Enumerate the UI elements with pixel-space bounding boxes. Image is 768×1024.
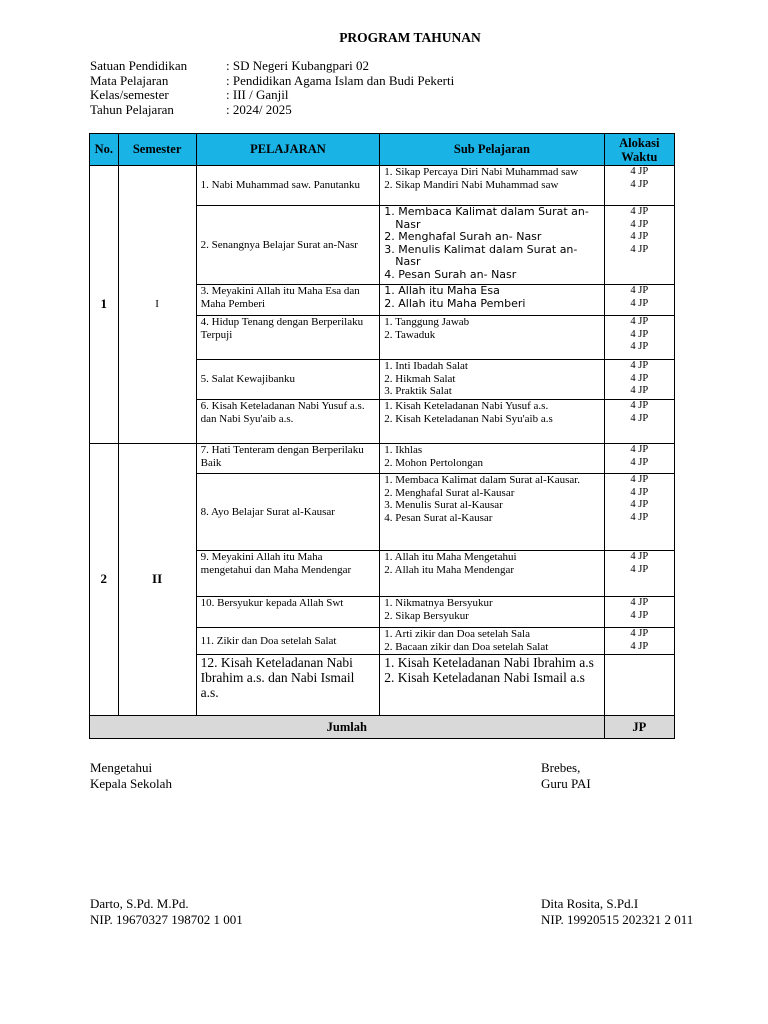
pelajaran-text: 5. Salat Kewajibanku [200, 373, 296, 386]
pelajaran-cell [196, 597, 380, 628]
sig-right-name: Dita Rosita, S.Pd.I [541, 896, 639, 911]
sub-item: 3. Menulis Kalimat dalam Surat an-Nasr [384, 242, 578, 268]
semester-number: 1 [90, 166, 119, 444]
jp-value: 4 JP [630, 640, 649, 652]
document-title: PROGRAM TAHUNAN [339, 30, 481, 45]
sub-item: 1. Membaca Kalimat dalam Surat an-Nasr [384, 205, 589, 231]
sub-item: 1. Sikap Percaya Diri Nabi Muhammad saw [384, 166, 579, 178]
jp-value: 4 JP [630, 243, 649, 255]
jp-value: 4 JP [630, 456, 649, 468]
pelajaran-cell [196, 628, 380, 655]
sub-item: 3. Menulis Surat al-Kausar [384, 499, 503, 511]
sub-item: 3. Praktik Salat [384, 385, 452, 397]
jp-value: 4 JP [630, 360, 649, 371]
pelajaran-cell [196, 360, 380, 400]
sub-item: 2. Sikap Bersyukur [384, 609, 469, 622]
sig-left-nip: NIP. 19670327 198702 1 001 [90, 912, 243, 927]
sub-item: 4. Pesan Surah an- Nasr [384, 267, 517, 281]
info-value: : SD Negeri Kubangpari 02 [226, 58, 369, 73]
pelajaran-cell [196, 655, 380, 716]
jp-value: 4 JP [630, 328, 649, 340]
sub-cell [380, 628, 604, 655]
sub-cell [380, 400, 604, 444]
jp-value: 4 JP [630, 316, 649, 327]
sub-item: 2. Kisah Keteladanan Nabi Ismail a.s [384, 670, 585, 685]
jp-value: 4 JP [630, 609, 649, 621]
jp-value: 4 JP [630, 499, 649, 510]
sub-item: 1. Arti zikir dan Doa setelah Sala [384, 628, 530, 640]
sig-right-line2: Guru PAI [541, 776, 591, 791]
info-label: Mata Pelajaran [90, 72, 169, 88]
alokasi-cell [604, 206, 674, 285]
header-sub-pelajaran: Sub Pelajaran [380, 134, 604, 166]
pelajaran-text: 3. Meyakini Allah itu Maha Esa dan Maha Pemberi [200, 285, 360, 310]
sub-item: 2. Sikap Mandiri Nabi Muhammad saw [384, 178, 559, 191]
info-value: : III / Ganjil [226, 87, 289, 102]
jp-value: 4 JP [630, 372, 649, 384]
sub-item: 4. Pesan Surat al-Kausar [384, 511, 493, 524]
jp-value: 4 JP [630, 511, 649, 523]
pelajaran-cell [196, 166, 380, 206]
pelajaran-cell [196, 285, 380, 316]
jp-value: 4 JP [630, 474, 649, 485]
alokasi-cell [604, 444, 674, 474]
sub-item: 1. Kisah Keteladanan Nabi Yusuf a.s. [384, 400, 549, 412]
jp-value: 4 JP [630, 400, 649, 411]
header-semester: Semester [118, 134, 196, 166]
jp-value: 4 JP [630, 628, 649, 639]
jp-value: 4 JP [630, 385, 649, 396]
pelajaran-cell [196, 206, 380, 285]
semester-label: I [118, 166, 196, 444]
jp-value: 4 JP [630, 486, 649, 498]
alokasi-cell [604, 474, 674, 551]
jp-value: 4 JP [630, 166, 649, 177]
sub-cell [380, 285, 604, 316]
signature-left [90, 760, 172, 792]
pelajaran-cell [196, 474, 380, 551]
sub-item: 2. Tawaduk [384, 328, 436, 341]
sub-item: 1. Membaca Kalimat dalam Surat al-Kausar. [384, 474, 581, 486]
pelajaran-text: 1. Nabi Muhammad saw. Panutanku [200, 179, 361, 192]
jp-value: 4 JP [630, 178, 649, 190]
alokasi-cell [604, 655, 674, 716]
sub-item: 1. Allah itu Maha Esa [384, 284, 500, 297]
sub-cell [380, 597, 604, 628]
jp-value: 4 JP [630, 231, 649, 242]
alokasi-cell [604, 628, 674, 655]
pelajaran-cell [196, 444, 380, 474]
sub-item: 2. Menghafal Surat al-Kausar [384, 486, 515, 499]
alokasi-cell [604, 285, 674, 316]
info-value: : 2024/ 2025 [226, 101, 292, 117]
sub-item: 2. Allah itu Maha Pemberi [384, 296, 526, 310]
sub-cell [380, 444, 604, 474]
header-alokasi: Alokasi Waktu [604, 134, 674, 166]
sub-cell [380, 655, 604, 716]
pelajaran-text: 12. Kisah Keteladanan Nabi Ibrahim a.s. dan Nabi Ismail a.s. [200, 655, 355, 700]
info-block [90, 59, 454, 117]
pelajaran-text: 11. Zikir dan Doa setelah Salat [200, 634, 337, 647]
sub-cell [380, 316, 604, 360]
alokasi-cell [604, 316, 674, 360]
sub-item: 2. Menghafal Surah an- Nasr [384, 230, 542, 243]
signature-right [541, 760, 591, 792]
sub-item: 1. Kisah Keteladanan Nabi Ibrahim a.s [384, 655, 594, 670]
semester-number: 2 [90, 444, 119, 716]
pelajaran-cell [196, 551, 380, 597]
sub-item: 1. Allah itu Maha Mengetahui [384, 551, 517, 563]
info-label: Satuan Pendidikan [90, 58, 188, 73]
jp-value: 4 JP [630, 218, 649, 230]
sub-item: 1. Inti Ibadah Salat [384, 360, 468, 372]
program-table [89, 133, 675, 739]
pelajaran-text: 7. Hati Tenteram dengan Berperilaku Baik [200, 444, 364, 469]
sub-item: 1. Nikmatnya Bersyukur [384, 597, 493, 609]
alokasi-cell [604, 360, 674, 400]
info-value: : Pendidikan Agama Islam dan Budi Pekerti [226, 72, 455, 88]
sub-item: 1. Tanggung Jawab [384, 316, 470, 328]
sub-cell [380, 551, 604, 597]
pelajaran-text: 2. Senangnya Belajar Surat an-Nasr [200, 238, 358, 251]
sub-item: 2. Kisah Keteladanan Nabi Syu'aib a.s [384, 412, 553, 425]
alokasi-cell [604, 400, 674, 444]
pelajaran-text: 10. Bersyukur kepada Allah Swt [200, 597, 344, 609]
jp-value: 4 JP [630, 444, 649, 455]
sub-cell [380, 206, 604, 285]
sig-right-line1: Brebes, [541, 760, 581, 775]
sig-left-name: Darto, S.Pd. M.Pd. [90, 896, 189, 911]
pelajaran-cell [196, 316, 380, 360]
info-label: Tahun Pelajaran [90, 101, 174, 117]
total-value: JP [604, 716, 674, 739]
pelajaran-text: 9. Meyakini Allah itu Maha mengetahui dan Maha Mendengar [200, 551, 352, 576]
alokasi-cell [604, 551, 674, 597]
header-no: No. [90, 134, 119, 166]
sig-left-line2: Kepala Sekolah [90, 776, 172, 791]
info-label: Kelas/semester [90, 87, 169, 102]
jp-value: 4 JP [630, 206, 649, 217]
pelajaran-text: 4. Hidup Tenang dengan Berperilaku Terpuji [200, 316, 364, 341]
jp-value: 4 JP [630, 285, 649, 296]
sub-item: 1. Ikhlas [384, 444, 423, 456]
signatory-right [541, 896, 693, 928]
sub-cell [380, 360, 604, 400]
alokasi-cell [604, 166, 674, 206]
pelajaran-text: 8. Ayo Belajar Surat al-Kausar [200, 505, 335, 518]
sig-left-line1: Mengetahui [90, 760, 153, 775]
total-label: Jumlah [90, 716, 605, 739]
sub-item: 2. Allah itu Maha Mendengar [384, 563, 515, 576]
jp-value: 4 JP [630, 297, 649, 309]
sig-right-nip: NIP. 19920515 202321 2 011 [541, 912, 694, 927]
pelajaran-cell [196, 400, 380, 444]
semester-label: II [118, 444, 196, 716]
jp-value: 4 JP [630, 563, 649, 575]
jp-value: 4 JP [630, 597, 649, 608]
pelajaran-text: 6. Kisah Keteladanan Nabi Yusuf a.s. dan Nabi Syu'aib a.s. [200, 400, 365, 425]
sub-cell [380, 166, 604, 206]
jp-value: 4 JP [630, 341, 649, 352]
sub-item: 2. Bacaan zikir dan Doa setelah Salat [384, 640, 549, 653]
signatory-left [90, 896, 243, 928]
alokasi-cell [604, 597, 674, 628]
jp-value: 4 JP [630, 412, 649, 424]
jp-value: 4 JP [630, 551, 649, 562]
header-pelajaran: PELAJARAN [196, 134, 380, 166]
sub-item: 2. Mohon Pertolongan [384, 456, 483, 469]
sub-item: 2. Hikmah Salat [384, 372, 456, 385]
sub-cell [380, 474, 604, 551]
